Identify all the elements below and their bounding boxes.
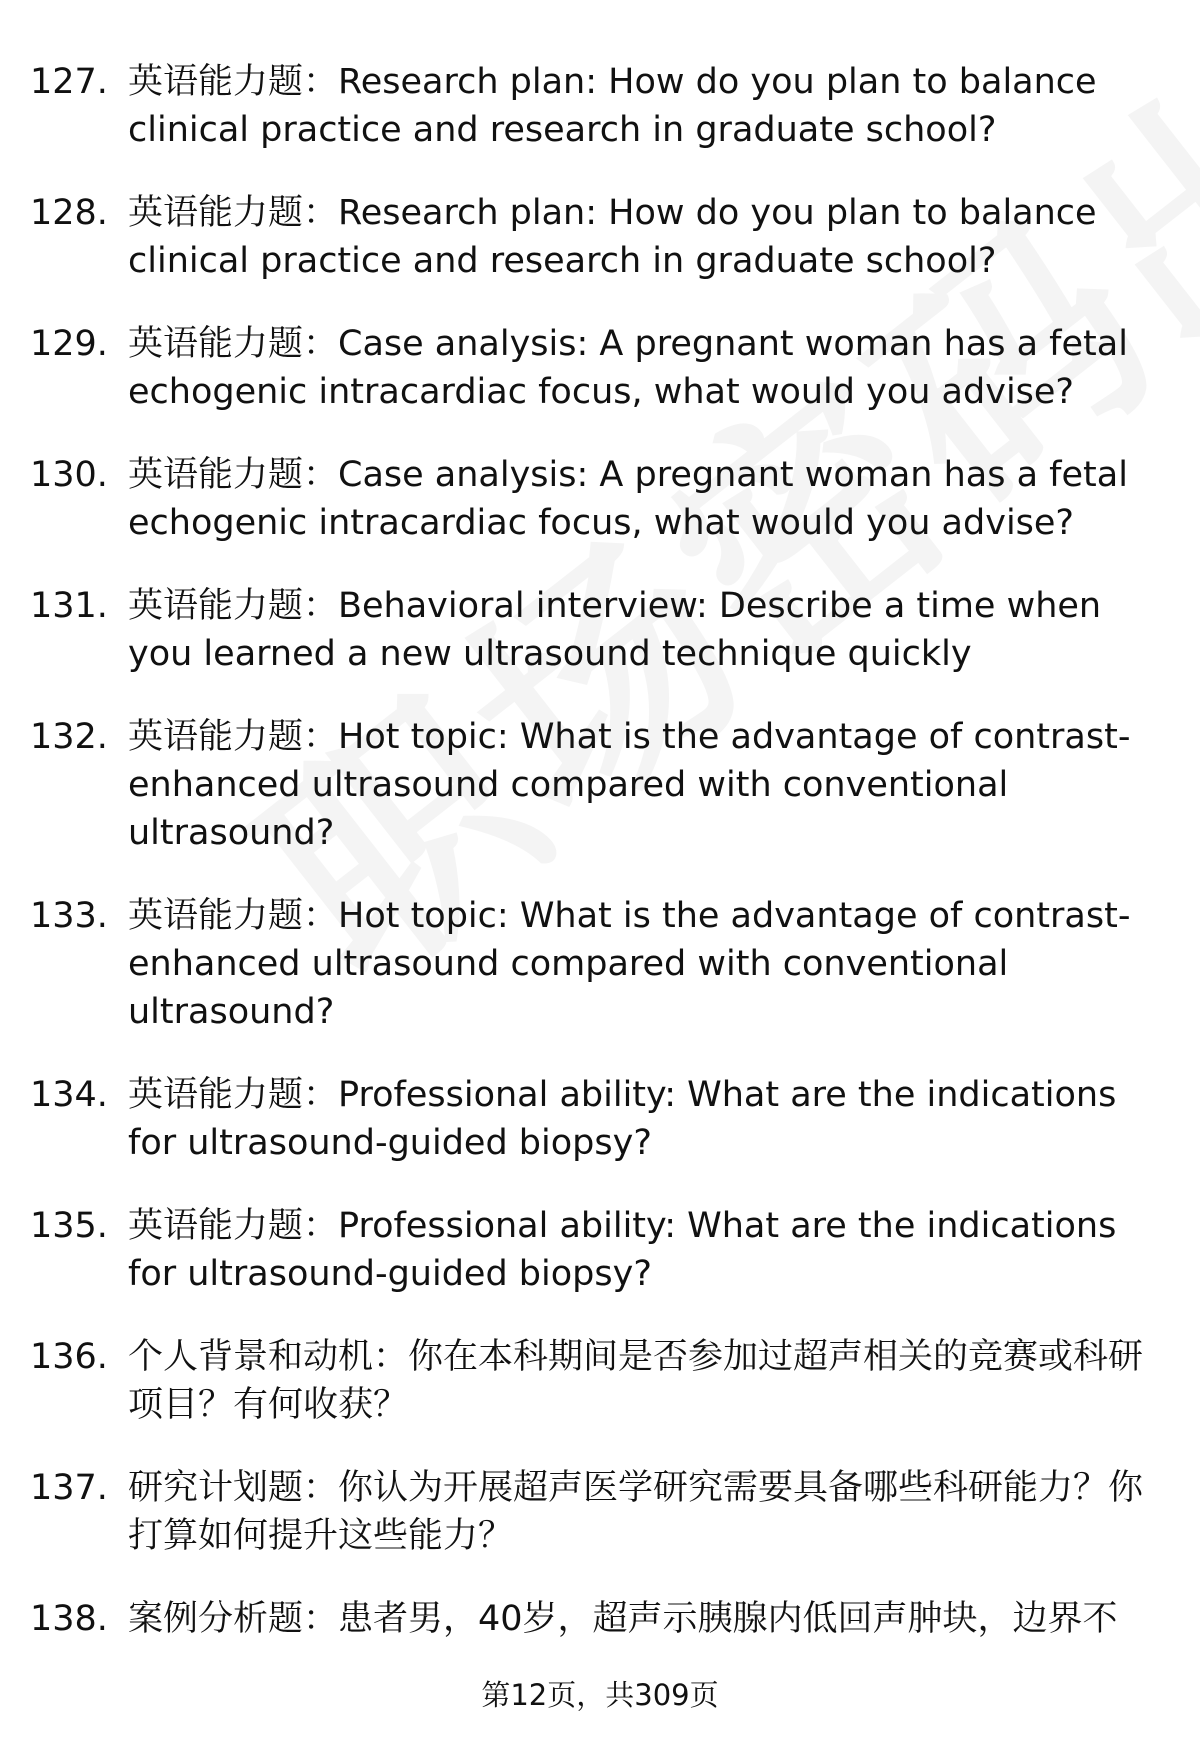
list-item	[30, 320, 1180, 416]
list-item	[30, 1333, 1180, 1429]
question-text: 案例分析题：患者男，40岁，超声示胰腺内低回声肿块，边界不	[128, 1599, 1118, 1639]
list-item	[30, 1071, 1180, 1167]
question-text: 英语能力题：Professional ability: What are the indications for ultrasound-guided biopsy?	[128, 1206, 1117, 1294]
question-text: 研究计划题：你认为开展超声医学研究需要具备哪些科研能力？你打算如何提升这些能力？	[128, 1468, 1144, 1556]
list-item	[30, 189, 1180, 285]
question-number: 135.	[30, 1206, 108, 1246]
question-text: 英语能力题：Hot topic: What is the advantage of contrast-enhanced ultrasound compared with conventional ultrasound?	[128, 717, 1131, 853]
list-item	[30, 1202, 1180, 1298]
list-item	[30, 713, 1180, 857]
list-item	[30, 1464, 1180, 1560]
question-number: 130.	[30, 455, 108, 495]
question-text: 英语能力题：Research plan: How do you plan to balance clinical practice and research in graduate school?	[128, 193, 1097, 281]
list-item	[30, 1595, 1180, 1643]
question-number: 137.	[30, 1468, 108, 1508]
question-number: 127.	[30, 62, 108, 102]
question-number: 131.	[30, 586, 108, 626]
question-text: 英语能力题：Professional ability: What are the indications for ultrasound-guided biopsy?	[128, 1075, 1117, 1163]
list-item	[30, 892, 1180, 1036]
question-number: 132.	[30, 717, 108, 757]
list-item	[30, 58, 1180, 154]
list-item	[30, 582, 1180, 678]
question-number: 134.	[30, 1075, 108, 1115]
question-number: 133.	[30, 896, 108, 936]
question-text: 个人背景和动机：你在本科期间是否参加过超声相关的竞赛或科研项目？有何收获？	[128, 1337, 1144, 1425]
question-text: 英语能力题：Hot topic: What is the advantage of contrast-enhanced ultrasound compared with conventional ultrasound?	[128, 896, 1131, 1032]
question-text: 英语能力题：Behavioral interview: Describe a time when you learned a new ultrasound technique quickly	[128, 586, 1102, 674]
question-number: 128.	[30, 193, 108, 233]
list-item	[30, 451, 1180, 547]
question-text: 英语能力题：Case analysis: A pregnant woman has a fetal echogenic intracardiac focus, what would you advise?	[128, 324, 1128, 412]
question-list	[30, 58, 1180, 1678]
question-number: 138.	[30, 1599, 108, 1639]
question-text: 英语能力题：Case analysis: A pregnant woman has a fetal echogenic intracardiac focus, what would you advise?	[128, 455, 1128, 543]
question-number: 136.	[30, 1337, 108, 1377]
page-footer: 第12页，共309页	[481, 1678, 719, 1712]
question-text: 英语能力题：Research plan: How do you plan to balance clinical practice and research in graduate school?	[128, 62, 1097, 150]
question-number: 129.	[30, 324, 108, 364]
